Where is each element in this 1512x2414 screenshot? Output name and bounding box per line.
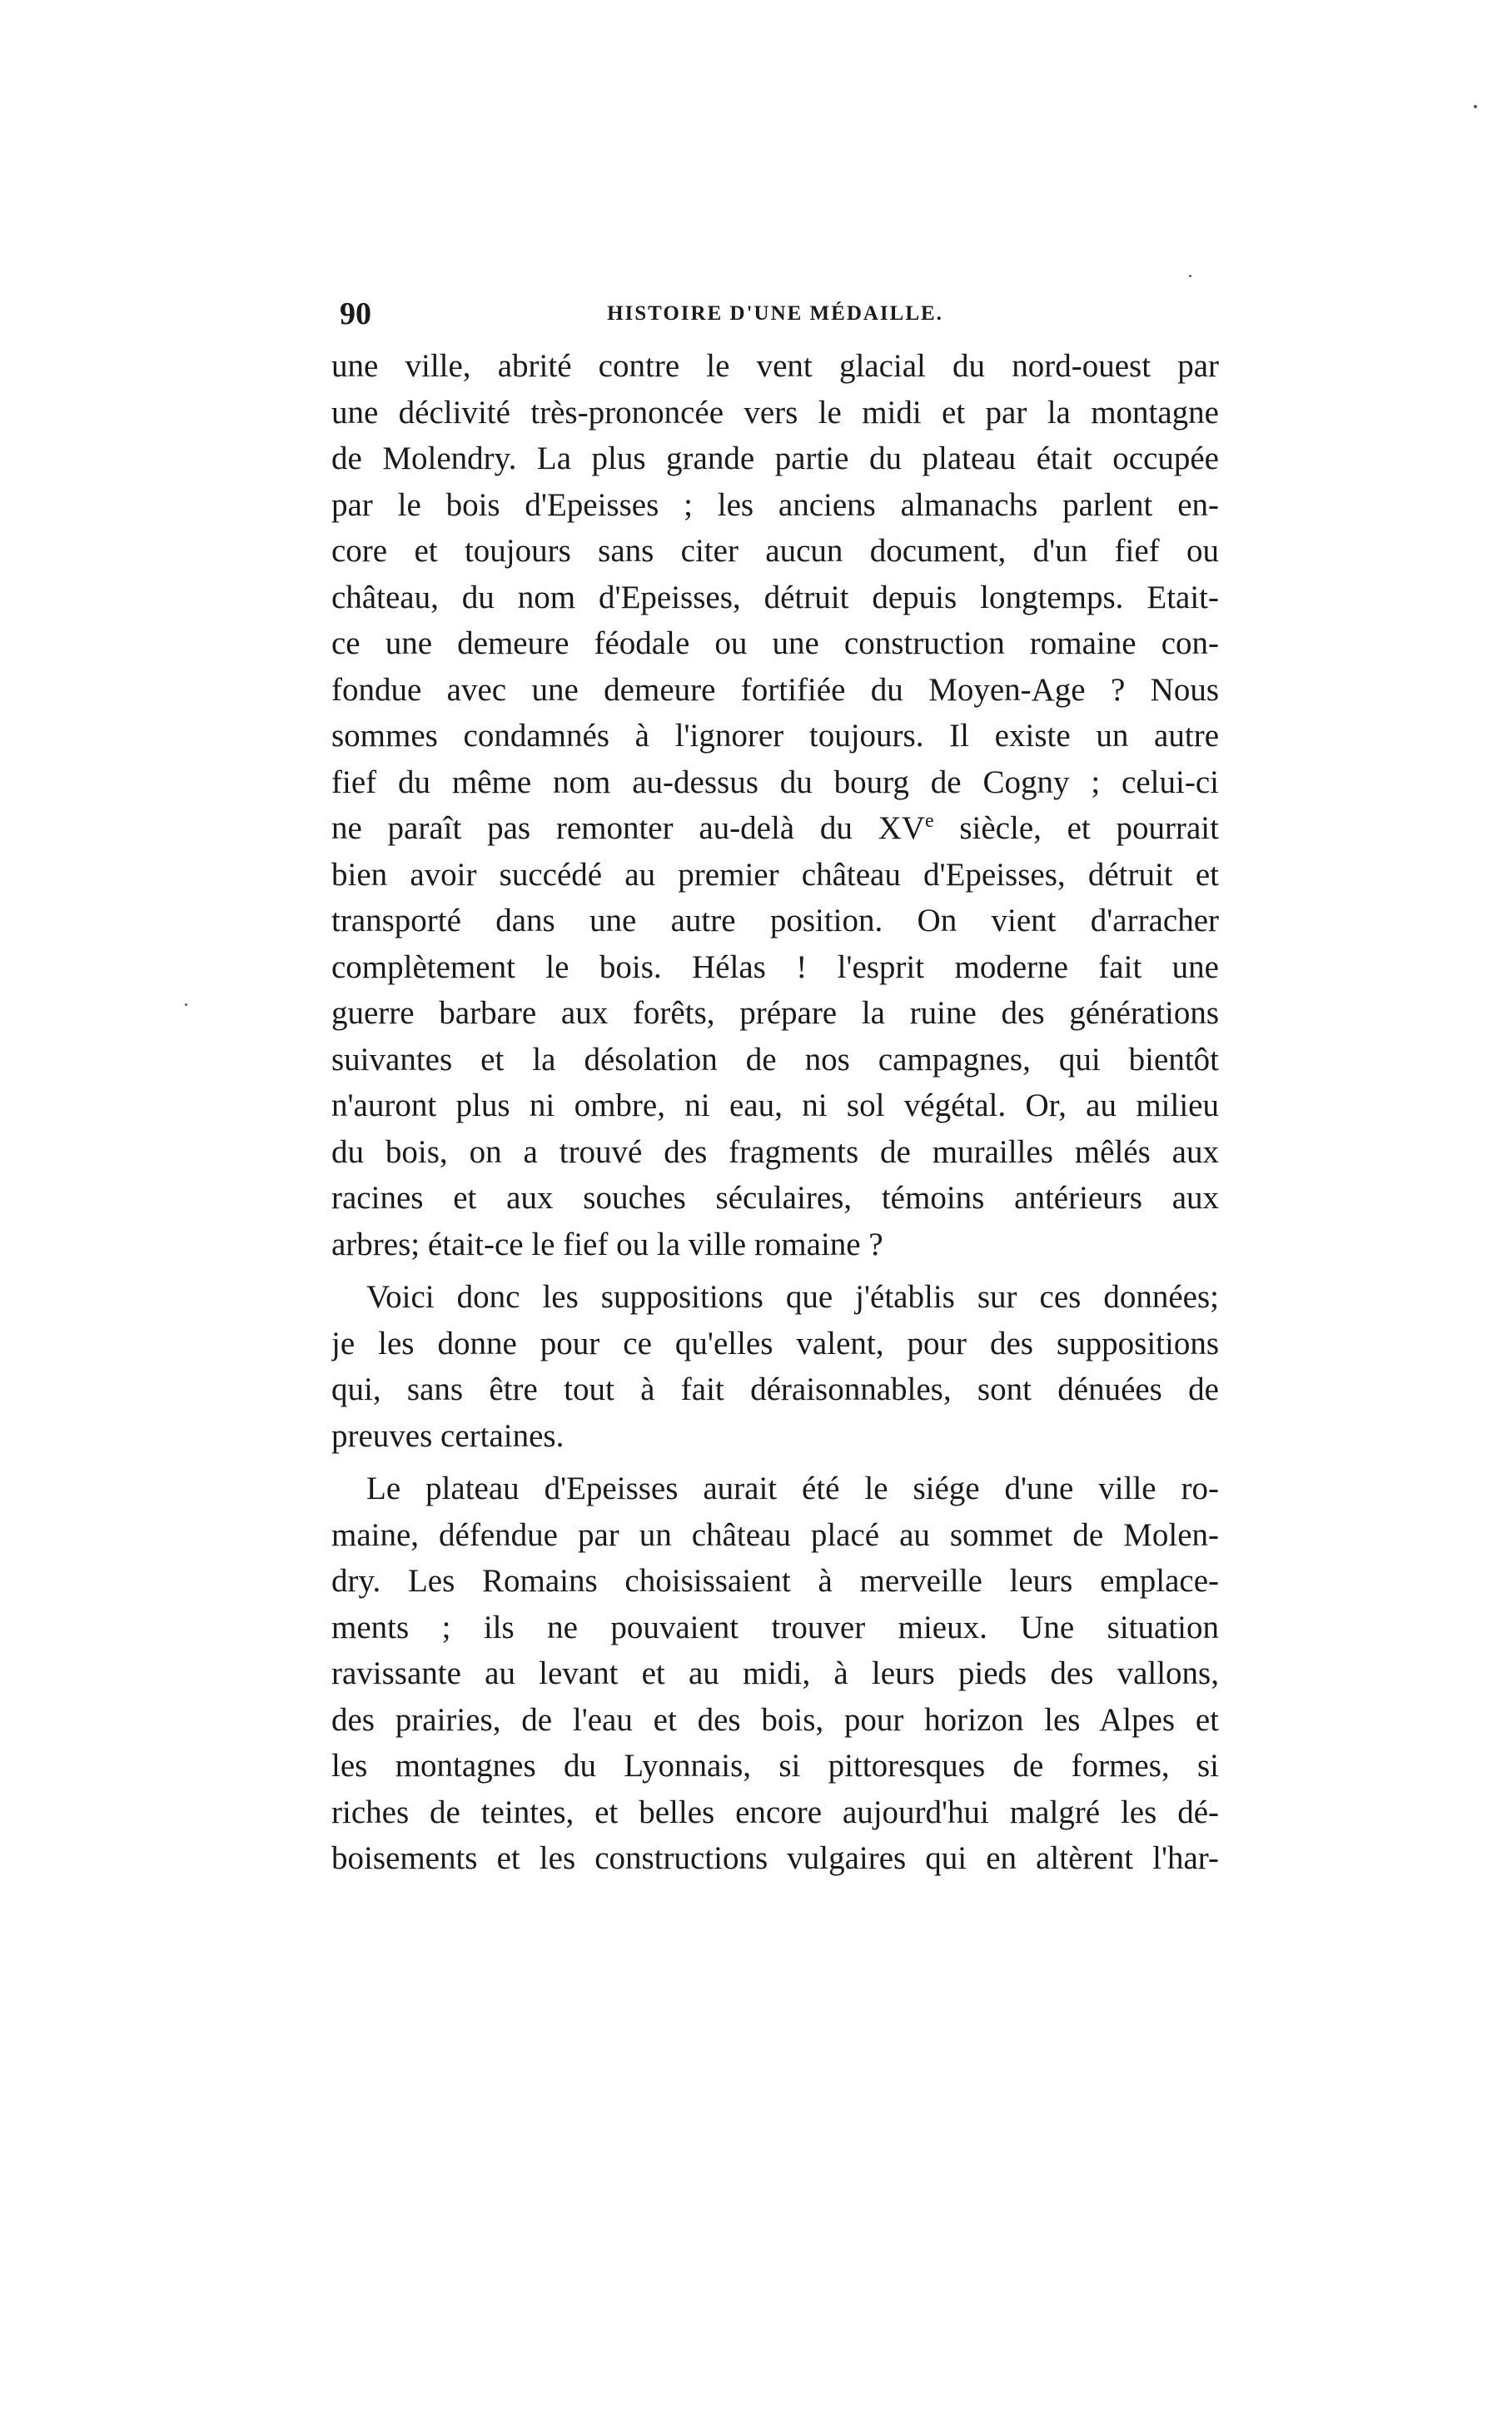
- text-line: core et toujours sans citer aucun document, d'un fief ou: [331, 533, 1219, 569]
- text-line: arbres; était-ce le fief ou la ville romaine ?: [331, 1226, 883, 1262]
- text-line: fondue avec une demeure fortifiée du Moyen-Age ? Nous: [331, 671, 1219, 708]
- text-line: par le bois d'Epeisses ; les anciens almanachs parlent en-: [331, 486, 1219, 523]
- print-speck: [1474, 105, 1477, 108]
- text-line: racines et aux souches séculaires, témoins antérieurs aux: [331, 1180, 1219, 1216]
- paragraph-1: [331, 343, 1219, 1267]
- text-line: n'auront plus ni ombre, ni eau, ni sol végétal. Or, au milieu: [331, 1088, 1219, 1123]
- page-header: [331, 293, 1219, 335]
- text-line: ce une demeure féodale ou une construction romaine con-: [331, 625, 1219, 661]
- text-line: dry. Les Romains choisissaient à merveille leurs emplace-: [331, 1563, 1219, 1599]
- text-line: ravissante au levant et au midi, à leurs pieds des vallons,: [331, 1655, 1219, 1691]
- print-speck: [185, 1003, 187, 1006]
- paragraph-3: [331, 1466, 1219, 1882]
- text-line: preuves certaines.: [331, 1417, 565, 1454]
- text-line: Voici donc les suppositions que j'établis sur ces données;: [366, 1279, 1219, 1315]
- text-line: boisements et les constructions vulgaires qui en altèrent l'har-: [331, 1840, 1219, 1876]
- text-line: transporté dans une autre position. On vient d'arracher: [331, 903, 1219, 938]
- text-line: sommes condamnés à l'ignorer toujours. Il existe un autre: [331, 718, 1219, 754]
- text-line: une déclivité très-prononcée vers le midi et par la montagne: [331, 394, 1219, 431]
- text-line: riches de teintes, et belles encore aujourd'hui malgré les dé-: [331, 1794, 1219, 1830]
- running-title: HISTOIRE D'UNE MÉDAILLE.: [607, 302, 943, 325]
- text-line: des prairies, de l'eau et des bois, pour horizon les Alpes et: [331, 1701, 1219, 1738]
- text-line: maine, défendue par un château placé au sommet de Molen-: [331, 1516, 1219, 1553]
- text-line: je les donne pour ce qu'elles valent, pour des suppositions: [331, 1325, 1219, 1361]
- text-line: guerre barbare aux forêts, prépare la ruine des générations: [331, 995, 1219, 1031]
- text-line: Le plateau d'Epeisses aurait été le siége d'une ville ro-: [366, 1471, 1219, 1506]
- text-line: une ville, abrité contre le vent glacial du nord-ouest par: [331, 348, 1219, 384]
- page-number: 90: [340, 296, 371, 331]
- text-line: fief du même nom au-dessus du bourg de Cogny ; celui-ci: [331, 764, 1219, 800]
- text-line: qui, sans être tout à fait déraisonnables, sont dénuées de: [331, 1371, 1219, 1407]
- text-line: de Molendry. La plus grande partie du plateau était occupée: [331, 440, 1219, 476]
- body-text: [331, 343, 1219, 1882]
- print-speck: [1189, 275, 1191, 277]
- text-line: du bois, on a trouvé des fragments de murailles mêlés aux: [331, 1133, 1219, 1170]
- text-line-with-superscript: ne paraît pas remonter au-delà du XVe siècle, et pourrait: [331, 810, 1219, 846]
- superscript: e: [924, 810, 934, 832]
- paragraph-2: [331, 1274, 1219, 1459]
- text-line: château, du nom d'Epeisses, détruit depuis longtemps. Etait-: [331, 579, 1219, 615]
- text-line: complètement le bois. Hélas ! l'esprit moderne fait une: [331, 948, 1219, 985]
- text-line: suivantes et la désolation de nos campagnes, qui bientôt: [331, 1041, 1219, 1078]
- text-line: les montagnes du Lyonnais, si pittoresques de formes, si: [331, 1748, 1219, 1784]
- text-line: ments ; ils ne pouvaient trouver mieux. Une situation: [331, 1609, 1219, 1645]
- text-line: bien avoir succédé au premier château d'Epeisses, détruit et: [331, 856, 1219, 893]
